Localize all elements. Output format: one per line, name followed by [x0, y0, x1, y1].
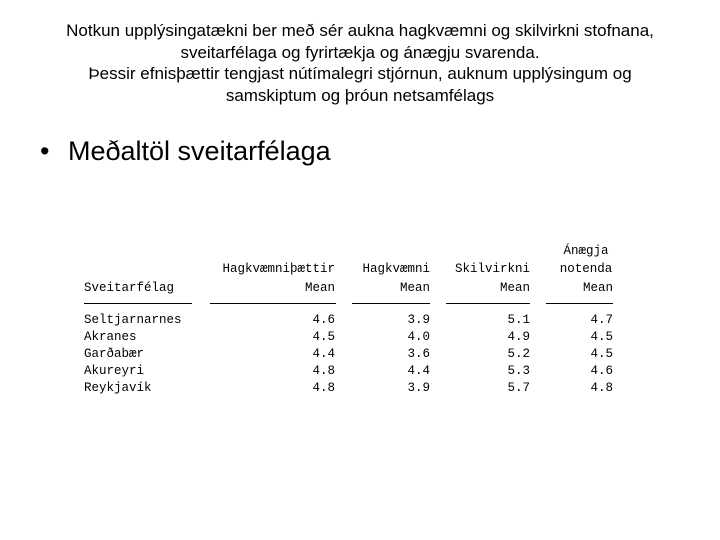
header-satisfaction-mean: Mean [582, 281, 613, 295]
row-economy: 4.0 [407, 330, 430, 344]
header-efficiency: Skilvirkni [454, 262, 530, 276]
header-rule [210, 303, 336, 304]
row-satisfaction: 4.6 [590, 364, 613, 378]
row-municipality: Reykjavík [84, 381, 152, 395]
intro-text [0, 20, 720, 106]
row-efficiency-factors: 4.8 [312, 381, 335, 395]
row-economy: 3.9 [407, 381, 430, 395]
row-economy: 3.6 [407, 347, 430, 361]
row-efficiency-factors: 4.5 [312, 330, 335, 344]
row-satisfaction: 4.8 [590, 381, 613, 395]
row-municipality: Garðabær [84, 347, 145, 361]
header-satisfaction-users: notenda [559, 262, 613, 276]
bullet-symbol: • [40, 136, 50, 166]
row-efficiency-factors: 4.6 [312, 313, 335, 327]
row-efficiency: 4.9 [507, 330, 530, 344]
header-economy: Hagkvæmni [362, 262, 430, 276]
row-efficiency: 5.3 [507, 364, 530, 378]
header-efficiency-factors-mean: Mean [304, 281, 335, 295]
row-efficiency-factors: 4.4 [312, 347, 335, 361]
row-satisfaction: 4.7 [590, 313, 613, 327]
intro-line-3: Þessir efnisþættir tengjast nútímalegri stjórnun, auknum upplýsingum og [88, 64, 632, 83]
row-efficiency: 5.2 [507, 347, 530, 361]
header-economy-mean: Mean [399, 281, 430, 295]
header-municipality: Sveitarfélag [84, 281, 175, 295]
row-efficiency: 5.7 [507, 381, 530, 395]
means-table [0, 244, 720, 404]
intro-line-4: samskiptum og þróun netsamfélags [225, 85, 495, 105]
header-efficiency-factors: Hagkvæmniþættir [222, 262, 335, 276]
row-satisfaction: 4.5 [590, 347, 613, 361]
header-rule [446, 303, 530, 304]
row-satisfaction: 4.5 [590, 330, 613, 344]
row-efficiency: 5.1 [507, 313, 530, 327]
bullet-text: Meðaltöl sveitarfélaga [68, 136, 331, 166]
intro-line-2: sveitarfélaga og fyrirtækja og ánægju svarenda. [180, 42, 540, 62]
intro-line-1: Notkun upplýsingatækni ber með sér aukna hagkvæmni og skilvirkni stofnana, [66, 21, 654, 40]
header-efficiency-mean: Mean [499, 281, 530, 295]
row-efficiency-factors: 4.8 [312, 364, 335, 378]
row-municipality: Seltjarnarnes [84, 313, 182, 327]
row-economy: 3.9 [407, 313, 430, 327]
row-municipality: Akureyri [84, 364, 145, 378]
row-municipality: Akranes [84, 330, 137, 344]
header-rule [84, 303, 192, 304]
header-satisfaction: Ánægja [563, 244, 609, 258]
header-rule [352, 303, 430, 304]
row-economy: 4.4 [407, 364, 430, 378]
bullet-heading [40, 135, 331, 167]
header-rule [546, 303, 613, 304]
